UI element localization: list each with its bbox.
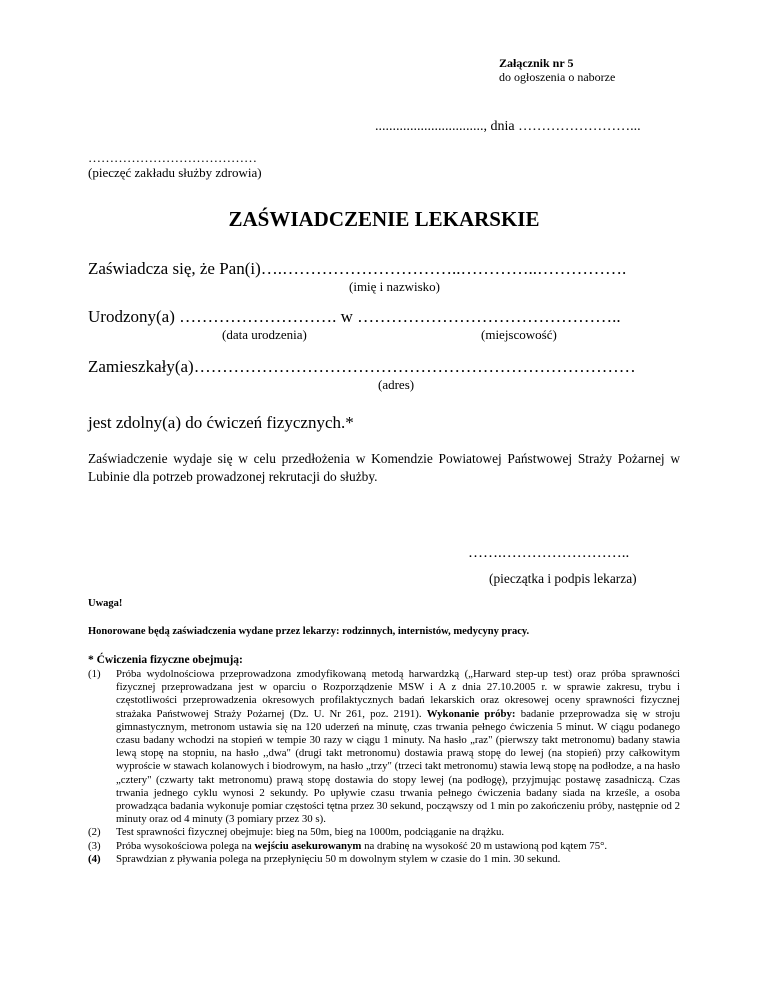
- signature-caption: (pieczątka i podpis lekarza): [489, 571, 637, 586]
- exercise-number: (1): [88, 668, 101, 680]
- place-date-line: ..............................., dnia ……………………...: [375, 119, 641, 134]
- exercise-item: [88, 853, 680, 866]
- exercise-text-continued: na drabinę na wysokość 20 m ustawioną pod kątem 75°.: [364, 839, 608, 852]
- exercise-number: (2): [88, 826, 101, 839]
- exercise-text: Próba wysokościowa polega na: [116, 839, 252, 852]
- birth-place-caption: (miejscowość): [481, 327, 557, 342]
- purpose-paragraph: Zaświadczenie wydaje się w celu przedłożenia w Komendzie Powiatowej Państwowej Straży Pożarnej w Lubinie dla potrzeb prowadzonej rekrutacji do służby.: [88, 451, 680, 484]
- exercise-number: (3): [88, 839, 101, 852]
- annex-subtitle: do ogłoszenia o naborze: [499, 70, 616, 84]
- birth-field-line: Urodzony(a) ………………………. w ………………………………………..: [88, 307, 621, 326]
- exercise-item: [88, 668, 680, 826]
- exercise-bold-text: wejściu asekurowanym: [254, 839, 362, 852]
- exercise-number: (4): [88, 852, 101, 865]
- exercise-text-continued: badanie przeprowadza się w stroju gimnastycznym, metronom ustawia się na 120 uderzeń na minutę, czas trwania pełnego ćwiczenia 5 minut. W ciągu podanego czasu badany wchodzi na stopień w tempie 30 razy w ciągu 1 minuty. Na hasło „raz" (pierwszy takt metronomu) badany stawia lewą stopę na stopniu, na hasło ,,dwa" (drugi takt metronomu) dostawia prawą stopę do lewej (na stopień) przy całkowitym wyproście w stawach kolanowych i biodrowym, na hasło „trzy" (trzeci takt metronomu) stawia lewą stopę na podłodze, a na hasło „cztery" (czwarty takt metronomu) prawą stopę dostawia do stopy lewej (na podłogę), przyjmując postawę zasadniczą. Czas trwania jednego cyklu wynosi 2 sekundy. Po upływie czasu trwania pełnego ćwiczenia badany siada na krześle, a osoba prowadząca badania wykonuje pomiar częstości tętna przez 30 sekund, począwszy od 1 min po zakończeniu próby, następnie od 2 minuty oraz od 4 minuty (3 pomiary przez 30 s).: [116, 707, 681, 826]
- exercises-list: [88, 668, 680, 866]
- birth-date-caption: (data urodzenia): [222, 327, 307, 342]
- stamp-caption: (pieczęć zakładu służby zdrowia): [88, 165, 262, 180]
- address-field-caption: (adres): [378, 377, 415, 392]
- note-heading: Uwaga!: [88, 598, 123, 609]
- exercises-heading: * Ćwiczenia fizyczne obejmują:: [88, 654, 243, 666]
- exercise-text: Sprawdzian z pływania polega na przepłynięciu 50 m dowolnym stylem w czasie do 1 min. 30 sekund.: [116, 852, 561, 865]
- exercise-item: [88, 826, 680, 839]
- address-field-line: Zamieszkały(a)……………………………………………………………………: [88, 357, 636, 376]
- note-text: Honorowane będą zaświadczenia wydane przez lekarzy: rodzinnych, internistów, medycyny pracy.: [88, 626, 530, 637]
- fitness-statement: jest zdolny(a) do ćwiczeń fizycznych.*: [88, 413, 354, 432]
- exercise-bold-text: Wykonanie próby:: [426, 707, 516, 720]
- document-title: ZAŚWIADCZENIE LEKARSKIE: [228, 207, 540, 231]
- stamp-placeholder-line: …………………………………: [88, 150, 257, 165]
- name-field-caption: (imię i nazwisko): [349, 279, 440, 294]
- exercise-text: Próba wydolnościowa przeprowadzona zmodyfikowaną metodą harwardzką („Harward step-up test) oraz próba sprawności fizycznej przeprowadzana jest w oparciu o Rozporządzenie MSW i A z dnia 27.10.2005 r. w sprawie zakresu, trybu i częstotliwości przeprowadzenia okresowych profilaktycznych badań lekarskich oraz okresowej oceny sprawności fizycznej strażaka Państwowej Straży Pożarnej (Dz. U. Nr 261, poz. 2191).: [116, 668, 680, 720]
- name-field-line: Zaświadcza się, że Pan(i)….…………………………..…………..…………….: [88, 259, 627, 278]
- exercise-item: [88, 840, 680, 853]
- signature-placeholder-line: …….……………………..: [468, 545, 630, 561]
- annex-title: Załącznik nr 5: [499, 56, 574, 70]
- exercise-text: Test sprawności fizycznej obejmuje: bieg na 50m, bieg na 1000m, podciąganie na drążku.: [116, 826, 505, 839]
